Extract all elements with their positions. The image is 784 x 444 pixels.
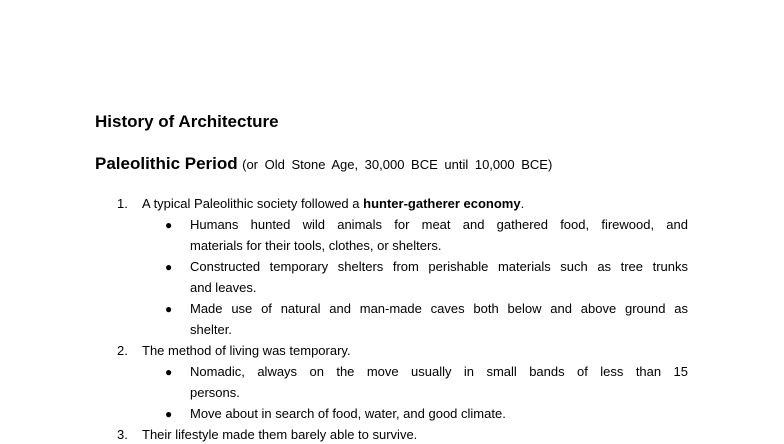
bullet-item-continuation: materials for their tools, clothes, or shelters. xyxy=(190,238,442,253)
bullet-item-continuation: shelter. xyxy=(190,322,232,337)
bullet-icon: ● xyxy=(165,260,173,274)
bullet-item: Move about in search of food, water, and good climate. xyxy=(190,406,506,421)
section-heading-main: Paleolithic Period xyxy=(95,154,238,173)
list-item: Their lifestyle made them barely able to survive. xyxy=(142,427,418,442)
list-item xyxy=(142,195,524,213)
bullet-item-continuation: and leaves. xyxy=(190,280,257,295)
bullet-icon: ● xyxy=(165,365,173,379)
section-heading xyxy=(95,153,552,176)
bullet-item-continuation: persons. xyxy=(190,385,240,400)
bullet-icon: ● xyxy=(165,302,173,316)
bullet-icon: ● xyxy=(165,218,173,232)
bullet-item: Humans hunted wild animals for meat and gathered food, firewood, and xyxy=(190,217,688,232)
document-title: History of Architecture xyxy=(95,112,279,131)
bullet-item: Constructed temporary shelters from perishable materials such as tree trunks xyxy=(190,259,688,274)
section-heading-sub: (or Old Stone Age, 30,000 BCE until 10,000 BCE) xyxy=(242,157,553,172)
list-number: 3. xyxy=(117,427,128,442)
list-item-text: A typical Paleolithic society followed a xyxy=(142,196,364,211)
list-number: 2. xyxy=(117,343,128,358)
list-item-bold-text: hunter-gatherer economy xyxy=(363,196,521,211)
list-number: 1. xyxy=(117,196,128,211)
list-item: The method of living was temporary. xyxy=(142,343,351,358)
bullet-item: Nomadic, always on the move usually in small bands of less than 15 xyxy=(190,364,688,379)
list-item-text: . xyxy=(520,196,525,211)
bullet-icon: ● xyxy=(165,407,173,421)
bullet-item: Made use of natural and man-made caves both below and above ground as xyxy=(190,301,688,316)
